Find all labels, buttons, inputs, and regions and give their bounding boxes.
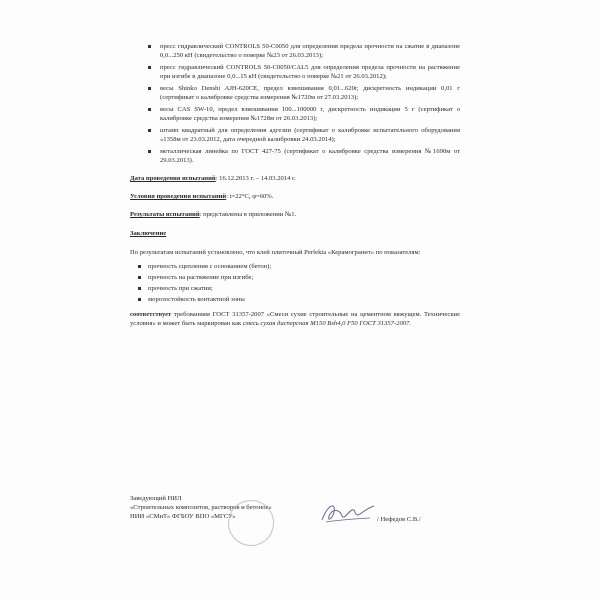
equipment-item: пресс гидравлический CONTROLS 50-C0050/CAL5 для определения предела прочности на растяжение при изгибе в диапазоне 0,0...15 кН (свидетельство о поверке №21 от 26.03.2012); bbox=[160, 64, 460, 80]
test-dates-value: : 16.12.2013 г. – 14.03.2014 г. bbox=[215, 175, 296, 182]
conclusion-heading: Заключение bbox=[130, 230, 167, 237]
results-line bbox=[130, 210, 460, 219]
signer-title-line2: «Строительных композитов, растворов и бетонов» bbox=[130, 504, 272, 511]
conclusion-text bbox=[130, 310, 460, 328]
signature-icon bbox=[318, 498, 378, 528]
conclusion-marking: смесь сухая дисперсная М150 Bsh4,0 F50 ГОСТ 31357-2007. bbox=[242, 320, 412, 327]
document-body bbox=[130, 42, 460, 328]
property-item: прочность при сжатии; bbox=[148, 284, 460, 293]
test-dates-line bbox=[130, 174, 460, 183]
test-dates-label: Дата проведения испытаний bbox=[130, 175, 216, 182]
equipment-list bbox=[130, 42, 460, 165]
property-item: прочность сцепления с основанием (бетон); bbox=[148, 262, 460, 271]
properties-list bbox=[130, 262, 460, 304]
conclusion-intro: По результатам испытаний установлено, что клей плиточный Perfekta «Керамогранит» по показателям: bbox=[130, 249, 421, 256]
conditions-label: Условия проведения испытаний bbox=[130, 193, 227, 200]
equipment-item: весы CAS SW-10, предел взвешивания 100...100000 г, дискретность индикации 5 г (сертификат о калибровке средства измерения №1728м от 26.03.2013); bbox=[160, 106, 460, 122]
signer-title-line1: Заведующий НИЛ bbox=[130, 495, 182, 502]
equipment-item: металлическая линейка по ГОСТ 427-75 (сертификат о калибровке средства измерения №1690м от 29.03.2013). bbox=[160, 148, 460, 164]
equipment-item: весы Shinko Denshi AJH-620CE, предел взвешивания 0,01...620г, дискретность индикации 0,01 г (сертификат о калибровке средства измерения №1720м от 27.03.2013); bbox=[160, 85, 460, 101]
property-item: прочность на растяжение при изгибе; bbox=[148, 273, 460, 282]
conditions-value: : t=22°C, φ=60%. bbox=[226, 193, 274, 200]
property-item: морозостойкость контактной зоны bbox=[148, 295, 460, 304]
conditions-line bbox=[130, 192, 460, 201]
equipment-item: пресс гидравлический CONTROLS 50-C0050 для определения предела прочности на сжатие в диапазоне 0,0...250 кН (свидетельство о поверке №23 от 26.03.2013); bbox=[160, 43, 460, 59]
conclusion-body: требованиям ГОСТ 31357-2007 «Смеси сухие строительные на цементном вяжущем. Технические условия» и может быть маркирован как bbox=[130, 311, 460, 327]
signer-title-line3: НИИ «СМиТ» ФГБОУ ВПО «МГСУ» bbox=[130, 513, 236, 520]
results-value: : представлены в приложении №1. bbox=[199, 211, 297, 218]
signer-name: / Нефедов С.В./ bbox=[377, 516, 421, 523]
conclusion-verdict: соответствует bbox=[130, 311, 172, 318]
results-label: Результаты испытаний bbox=[130, 211, 200, 218]
equipment-item: штамп квадратный для определения адгезии (сертификат о калибровке испытательного оборудования «1358м от 23.03.2012, дата очередной калибровки 24.03.2014); bbox=[160, 127, 460, 143]
